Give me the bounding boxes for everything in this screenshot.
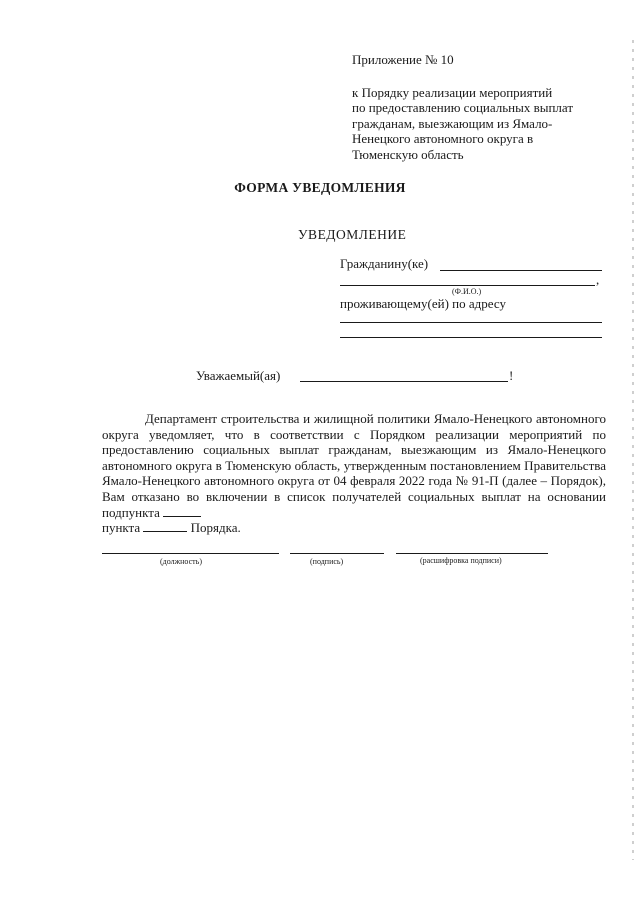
appendix-block [352,52,573,162]
notice-title: УВЕДОМЛЕНИЕ [298,227,407,242]
address-field-line1[interactable] [340,322,602,323]
appendix-line: к Порядку реализации мероприятий [352,84,553,100]
appendix-number: Приложение № 10 [352,52,454,67]
comma: , [596,272,600,287]
signature-caption: (подпись) [310,557,344,566]
subpoint-field[interactable] [163,506,201,517]
signature-decoding-caption: (расшифровка подписи) [420,556,502,565]
signature-field[interactable] [290,553,384,554]
salutation-end: ! [509,368,514,383]
fio-caption: (Ф.И.О.) [452,287,482,296]
address-label: проживающему(ей) по адресу [340,296,506,311]
appendix-line: Тюменскую область [352,146,464,162]
citizen-name-field[interactable] [440,270,602,271]
signature-decoding-field[interactable] [396,553,548,554]
appendix-line: по предоставлению социальных выплат [352,100,574,115]
appendix-line: Ненецкого автономного округа в [352,131,534,146]
form-title: ФОРМА УВЕДОМЛЕНИЯ [234,180,406,195]
body-paragraph [102,411,606,536]
salutation-label: Уважаемый(ая) [196,368,281,383]
appendix-line: гражданам, выезжающим из Ямало- [352,115,553,131]
citizen-label: Гражданину(ке) [340,256,429,271]
order-label: Порядка. [190,520,241,536]
position-caption: (должность) [160,557,202,566]
point-label: пункта [102,520,141,536]
address-field-line2[interactable] [340,337,602,338]
scan-edge [632,40,634,860]
salutation-name-field[interactable] [300,381,508,382]
body-text: Департамент строительства и жилищной политики Ямало-Ненецкого автономного округа уведомляет, что в соответствии с Порядком реализации мероприятий по предоставлению социальных выплат гражданам, выезжающим из Ямало-Ненецкого автономного округа в Тюменскую область, утвержденным постановлением Правительства Ямало-Ненецкого автономного округа от 04 февраля 2022 года № 91-П (далее – Порядок), Вам отказано во включении в список получателей социальных выплат на основании подпункта [102,411,606,520]
position-field[interactable] [102,553,279,554]
point-field[interactable] [143,521,187,532]
citizen-name-field-line2[interactable] [340,285,595,286]
